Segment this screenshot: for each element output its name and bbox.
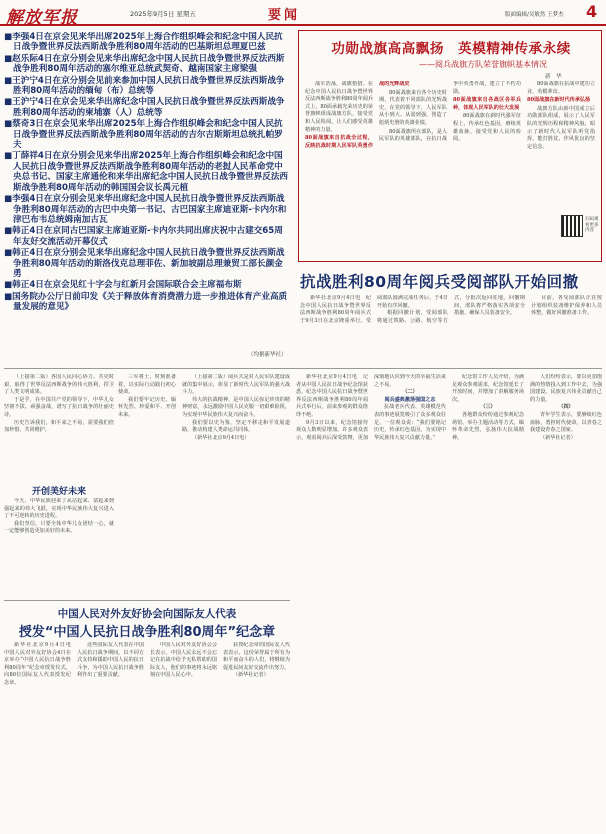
paragraph: 80面战旗所在部队，是人民军队的英雄部队，在抗日战争中英勇作战，建立了不朽功勋。 (379, 81, 521, 143)
square-bullet-icon: ■ (4, 291, 13, 302)
feature-headline: 功勋战旗高高飘扬 英模精神传承永续 (331, 41, 571, 57)
paragraph: 今天，中华民族迎来了从站起来、富起来到强起来的伟大飞跃，实现中华民族伟大复兴进入了不可逆转的历史进程。 (4, 498, 114, 520)
issue-date: 2025年9月5日 星期五 (130, 10, 196, 18)
brief-item[interactable]: ■韩正4日在京会见红十字会与红新月会国际联合会主席福布斯 (4, 280, 242, 291)
paragraph: 新华社北京9月4日电 纪念中国人民抗日战争暨世界反法西斯战争胜利80周年阅兵式于9月3日在北京隆重举行。受阅部队圆满完成任务后，于4日开始有序回撤。 (300, 295, 448, 324)
paragraph: 我们要以史为鉴，坚定不移走和平发展道路，推动构建人类命运共同体。 (182, 419, 290, 434)
article-lead: 阅兵盛典激荡强国之志 (384, 396, 436, 403)
briefs-credit: （均据新华社） (248, 352, 287, 358)
brief-item[interactable]: ■赵乐际4日在京分别会见来华出席纪念中国人民抗日战争暨世界反法西斯战争胜利80周年活动的塞尔维亚总统武契奇、越南国家主席梁强 (4, 53, 285, 75)
paragraph: 9月3日以来，纪念馆接待观众人数明显增加。许多观众表示，观看阅兵后深受鼓舞，更加深刻地认识到今天的幸福生活来之不易。 (296, 374, 446, 441)
subsection-title: 开创美好未来 (31, 487, 86, 497)
paragraph: 根据回撤计划，受阅部队将通过铁路、公路、航空等方式，分批次返回驻地。回撤期间，部队将严格落实各项安全措施，确保人员装备安全。 (377, 295, 525, 324)
page-number: 4 (586, 2, 598, 21)
brief-item[interactable]: ■丁薛祥4日在京分别会见来华出席2025年上海合作组织峰会和纪念中国人民抗日战争暨世界反法西斯战争胜利80周年活动的老挝人民革命党中央总书记、国家主席通伦和来华出席纪念中国人民抗日战争暨世界反法西斯战争胜利80周年活动的韩国国会议长禹元植 (4, 151, 289, 193)
paragraph: 战车浩荡，战旗猎猎。在纪念中国人民抗日战争暨世界反法西斯战争胜利80周年阅兵式上，80面承载光荣历史的荣誉旗帜组成战旗方队，接受党和人民检阅，让人们感受英雄精神的力量。 (305, 81, 373, 133)
paragraph: 于是乎，在中国共产党的领导下，中华儿女坚韧不拔、顽强奋战，谱写了抗日战争的壮丽史诗。 (4, 396, 114, 418)
paragraph: （新华社记者） (233, 672, 269, 679)
feature-body (305, 81, 595, 257)
square-bullet-icon: ■ (4, 280, 13, 291)
paragraph: 新华社北京9月4日电 记者从中国人民抗日战争纪念馆获悉，纪念中国人民抗日战争暨世界反法西斯战争胜利80周年阅兵式举行后，前来参观的群众络绎不绝。 (296, 374, 368, 418)
brief-item[interactable]: ■王沪宁4日在京会见来华出席纪念中国人民抗日战争暨世界反法西斯战争胜利80周年活动的柬埔寨（人）总统等 (4, 97, 285, 118)
brief-item[interactable]: ■蔡奇3日在京会见来华出席2025年上海合作组织峰会和纪念中国人民抗日战争暨世界反法西斯战争胜利80周年活动的吉尔吉斯斯坦总统扎帕罗夫 (4, 119, 283, 151)
withdrawal-body (300, 295, 602, 367)
brief-item[interactable]: ■李强4日在京分别会见来华出席纪念中国人民抗日战争暨世界反法西斯战争胜利80周年活动的古巴中央第一书记、古巴国家主席迪亚斯-卡内尔和津巴布韦总统姆南加古瓦 (4, 194, 287, 225)
paragraph: 人们纷纷表示，要以更加饱满的热情投入到工作中去，为强国建设、民族复兴伟业贡献自己的力量。 (530, 374, 602, 403)
brief-item[interactable]: ■韩正4日在京同古巴国家主席迪亚斯-卡内尔共同出席庆祝中古建交65周年友好交流活动开幕仪式 (4, 226, 283, 247)
section-mark: （二） (402, 389, 418, 396)
paragraph: （新华社记者） (540, 434, 576, 441)
section-divider (4, 368, 602, 369)
subsection-body (4, 498, 114, 574)
newspaper-logo: 解放军报 (6, 8, 78, 28)
brief-item[interactable]: ■李强4日在京会见来华出席2025年上海合作组织峰会和纪念中国人民抗日战争暨世界反法西斯战争胜利80周年活动的巴基斯坦总理夏巴兹 (4, 32, 283, 53)
paragraph: 伟大的抗战精神，是中国人民弥足珍贵的精神财富，永远激励中国人民克服一切艰难险阻，为实现中华民族伟大复兴而奋斗。 (182, 396, 290, 418)
feature-article-box[interactable] (298, 30, 602, 262)
paragraph: 80面战旗在抗战中建功立业，英模辈出。 (527, 81, 595, 95)
long-article (296, 374, 602, 830)
paragraph: （上接第二版）各国人民同心协力、共克时艰，取得了世界反法西斯战争的伟大胜利，捍卫了人类文明成果。 (4, 374, 114, 396)
square-bullet-icon: ■ (4, 194, 13, 205)
feature-byline: 新 华 (545, 74, 562, 80)
paragraph: 目前，各受阅部队正在按计划组织装备维护保养和人员休整，做好回撤准备工作。 (531, 295, 602, 317)
commentary-column (182, 374, 290, 574)
paragraph: 中国人民对外友好协会会长表示，中国人民永远不会忘记在抗战中给予无私帮助的国际友人，他们的事迹将永远铭刻在中国人民心中。 (150, 642, 217, 679)
continued-story-column-b (118, 374, 176, 574)
qr-code-icon[interactable] (561, 215, 583, 237)
square-bullet-icon: ■ (4, 151, 13, 162)
paragraph: 三军将士，时刻准备着，以实际行动践行初心使命。 (118, 374, 176, 396)
paragraph: 获授纪念章的国际友人代表表示，这份荣誉属于所有为和平而奋斗的人们，将继续为促进民间友好交流作出努力。 (223, 642, 290, 671)
paragraph: 80面战旗在新时代强军征程上，传承红色基因，赓续英雄血脉，接受党和人民的检阅。 (453, 113, 521, 143)
square-bullet-icon: ■ (4, 248, 13, 259)
paragraph: 这些国际友人代表在中国人民抗日战争期间，以不同方式支持和援助中国人民的抗日斗争，为中国人民抗日战争胜利作出了重要贡献。 (77, 642, 144, 679)
square-bullet-icon: ■ (4, 119, 13, 130)
feature-subheadline: ——阅兵战旗方队荣誉旗帜基本情况 (419, 60, 547, 69)
paragraph: 抗战老兵代表、英雄模范代表的事迹展览吸引了众多观众驻足。一位观众说：“我们要铭记历史，传承红色基因，为实现中华民族伟大复兴贡献力量。” (374, 404, 446, 441)
section-mark: （四） (558, 404, 574, 411)
square-bullet-icon: ■ (4, 97, 13, 108)
paragraph: 各地群众纷纷通过参观纪念场馆、举办主题活动等方式，缅怀革命先烈，弘扬伟大抗战精神。 (452, 411, 524, 441)
feature-subhead: 80面战旗在新时代传承弘扬 (527, 97, 591, 104)
brief-news-list (4, 32, 290, 362)
paragraph: 我们坚信，只要全体中华儿女团结一心，就一定能够创造更加美好的未来。 (4, 520, 114, 535)
paragraph: 我们要牢记历史、缅怀先烈、珍爱和平、开创未来。 (118, 396, 176, 418)
masthead (0, 0, 606, 26)
feature-subhead: 80面战旗来自抗战全过程，反映抗战时期人民军队英勇作战的光辉战史 (305, 81, 410, 149)
feature-subhead: 80面战旗来自各战区各军兵种，体现人民军队的壮大发展 (453, 97, 521, 111)
withdrawal-headline[interactable]: 抗战胜利80周年阅兵受阅部队开始回撤 (300, 273, 579, 291)
paragraph: （新华社北京9月4日电） (192, 434, 250, 441)
square-bullet-icon: ■ (4, 53, 13, 64)
qr-caption: 扫码观看更多内容 (585, 217, 599, 234)
square-bullet-icon: ■ (4, 75, 13, 86)
bottom-divider (4, 600, 290, 601)
paragraph: 战旗方队由新中国成立后功勋部队组成，展示了人民军队的光辉历程和精神风貌，昭示了新时代人民军队听党指挥、能打胜仗、作风优良的坚定信念。 (527, 105, 595, 150)
paragraph: （上接第二版）阅兵式是对人民军队建设成就的集中展示，彰显了新时代人民军队的强大战斗力。 (182, 374, 290, 396)
page-editors: 版面编辑/吴敏然 王梦杰 (505, 12, 564, 18)
brief-item[interactable]: ■国务院办公厅日前印发《关于释放体育消费潜力进一步推进体育产业高质量发展的意见》 (4, 291, 288, 313)
paragraph: 纪念馆工作人员介绍，为满足观众参观需求，纪念馆延长了开放时间，并增加了讲解服务场次。 (452, 374, 524, 403)
paragraph: 青年学生表示，要赓续红色血脉，勇担时代使命，以青春之我建设青春之国家。 (530, 411, 602, 434)
brief-item[interactable]: ■王沪宁4日在京分别会见前来参加中国人民抗日战争暨世界反法西斯战争胜利80周年活动的缅甸（布）总统等 (4, 75, 285, 97)
brief-item[interactable]: ■韩正4日在京分别会见来华出席纪念中国人民抗日战争暨世界反法西斯战争胜利80周年活动的斯洛伐克总理菲佐、新加坡副总理兼贸工部长颜金勇 (4, 248, 285, 279)
square-bullet-icon: ■ (4, 32, 13, 42)
paragraph: 新华社北京9月4日电 中国人民对外友好协会4日在京举办“中国人民抗日战争胜利80周年”纪念章授发仪式，向80位国际友人代表授发纪念章。 (4, 642, 77, 686)
paragraph: 80面战旗来自各个历史时期，代表着不同部队的光辉战史，在党的领导下，人民军队从小到大、从弱到强，创造了彪炳史册的英雄业绩。 (379, 89, 447, 126)
square-bullet-icon: ■ (4, 226, 13, 237)
bottom-story-title-line1[interactable]: 中国人民对外友好协会向国际友人代表 (57, 608, 237, 620)
bottom-story-title-line2[interactable]: 授发“中国人民抗日战争胜利80周年”纪念章 (18, 625, 276, 640)
section-title: 要闻 (268, 8, 301, 23)
section-mark: （三） (480, 404, 496, 411)
bottom-story-body (4, 642, 290, 830)
paragraph: 历史告诉我们，和平来之不易，需要我们倍加珍惜、共同维护。 (4, 419, 114, 434)
